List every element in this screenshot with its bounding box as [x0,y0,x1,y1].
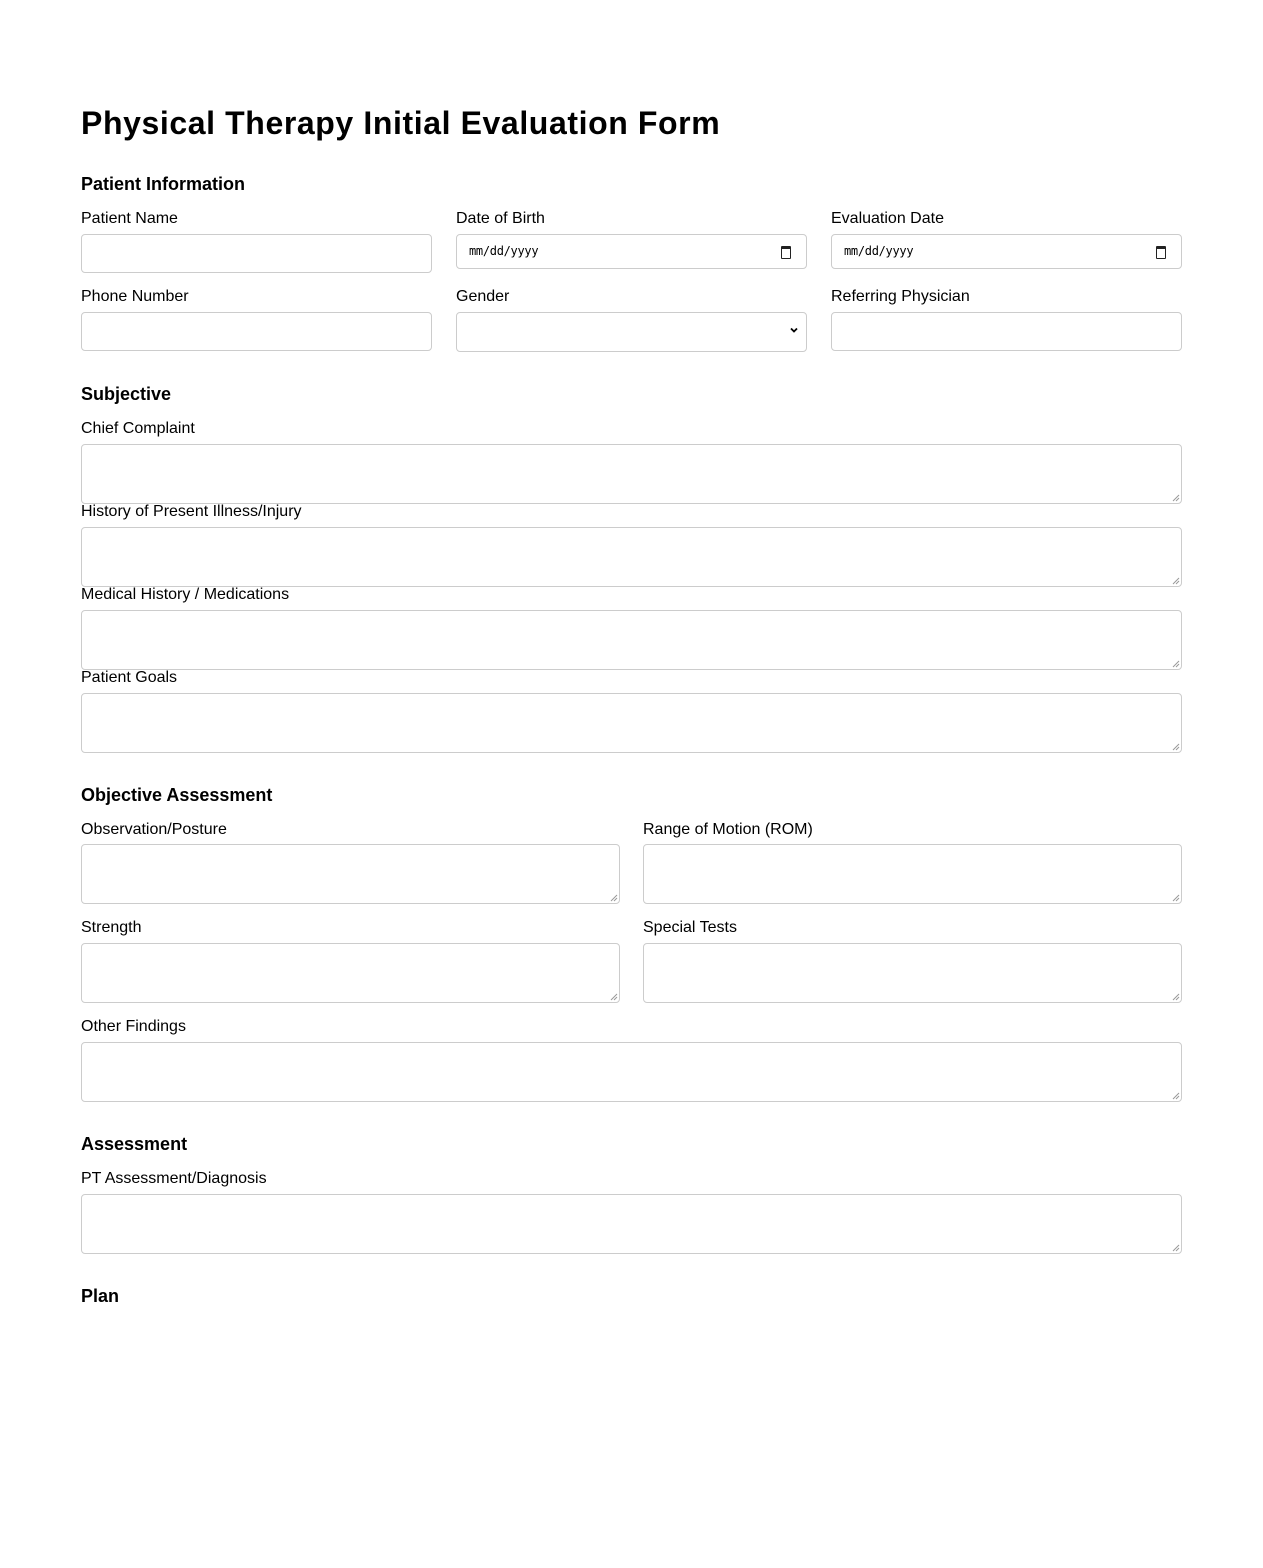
diagnosis-textarea[interactable] [81,1194,1182,1254]
resize-handle-icon[interactable] [1171,893,1180,902]
strength-label: Strength [81,919,142,936]
resize-handle-icon[interactable] [1171,992,1180,1001]
referring-physician-label: Referring Physician [831,288,970,305]
resize-handle-icon[interactable] [609,992,618,1001]
gender-select[interactable] [456,312,807,352]
rom-label: Range of Motion (ROM) [643,821,813,838]
calendar-icon[interactable] [781,246,791,259]
evaluation-date-label: Evaluation Date [831,210,944,227]
date-of-birth-input[interactable] [456,234,807,269]
referring-physician-input[interactable] [831,312,1182,351]
resize-handle-icon[interactable] [1171,1091,1180,1100]
resize-handle-icon[interactable] [1171,659,1180,668]
medical-history-label: Medical History / Medications [81,586,290,603]
evaluation-date-input[interactable] [831,234,1182,269]
resize-handle-icon[interactable] [1171,576,1180,585]
phone-number-input[interactable] [81,312,432,351]
page-title: Physical Therapy Initial Evaluation Form [81,105,721,141]
chief-complaint-label: Chief Complaint [81,420,195,437]
diagnosis-label: PT Assessment/Diagnosis [81,1170,267,1187]
observation-label: Observation/Posture [81,821,227,838]
section-heading-objective-assessment: Objective Assessment [81,785,273,805]
chevron-down-icon [790,326,798,334]
resize-handle-icon[interactable] [609,893,618,902]
history-textarea[interactable] [81,527,1182,587]
special-tests-label: Special Tests [643,919,737,936]
date-of-birth-placeholder: mm/dd/yyyy [469,244,539,258]
section-heading-assessment: Assessment [81,1134,188,1154]
strength-textarea[interactable] [81,943,620,1003]
evaluation-form [81,0,1182,1303]
chief-complaint-textarea[interactable] [81,444,1182,504]
medical-history-textarea[interactable] [81,610,1182,670]
section-heading-patient-information: Patient Information [81,174,246,194]
patient-name-label: Patient Name [81,210,178,227]
gender-label: Gender [456,288,510,305]
section-heading-plan: Plan [81,1286,120,1303]
evaluation-date-placeholder: mm/dd/yyyy [844,244,914,258]
phone-number-label: Phone Number [81,288,189,305]
other-findings-label: Other Findings [81,1018,186,1035]
resize-handle-icon[interactable] [1171,742,1180,751]
section-heading-subjective: Subjective [81,384,172,404]
date-of-birth-label: Date of Birth [456,210,545,227]
special-tests-textarea[interactable] [643,943,1182,1003]
patient-goals-label: Patient Goals [81,669,178,686]
patient-goals-textarea[interactable] [81,693,1182,753]
observation-textarea[interactable] [81,844,620,904]
patient-name-input[interactable] [81,234,432,273]
other-findings-textarea[interactable] [81,1042,1182,1102]
resize-handle-icon[interactable] [1171,493,1180,502]
rom-textarea[interactable] [643,844,1182,904]
resize-handle-icon[interactable] [1171,1243,1180,1252]
calendar-icon[interactable] [1156,246,1166,259]
history-label: History of Present Illness/Injury [81,503,302,520]
